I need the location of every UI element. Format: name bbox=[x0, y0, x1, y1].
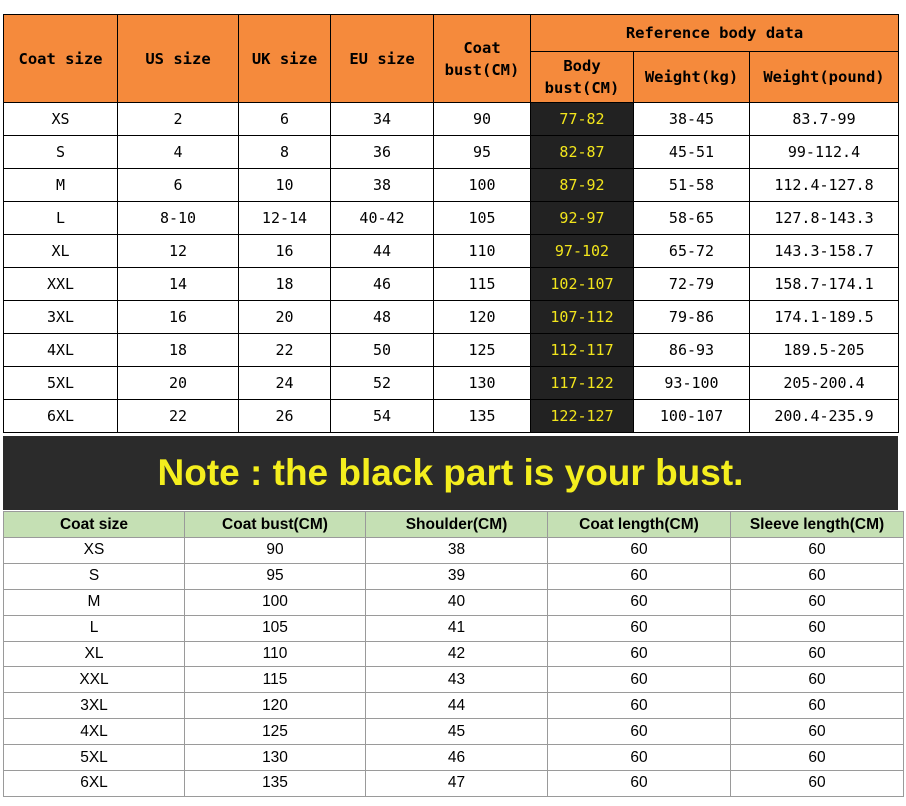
table-row bbox=[4, 667, 904, 693]
garment-measurement-table bbox=[3, 511, 904, 797]
coat-bust-cell: 95 bbox=[185, 563, 366, 589]
table-row bbox=[4, 693, 904, 719]
sleeve-length-cell: 60 bbox=[731, 745, 904, 771]
uk-size-cell: 24 bbox=[239, 367, 331, 400]
coat-bust-cell: 115 bbox=[185, 667, 366, 693]
weight-pound-cell: 205-200.4 bbox=[750, 367, 899, 400]
body-bust-cell: 112-117 bbox=[531, 334, 634, 367]
uk-size-cell: 18 bbox=[239, 268, 331, 301]
header-body-bust-line2: bust(CM) bbox=[544, 79, 620, 97]
weight-kg-cell: 72-79 bbox=[634, 268, 750, 301]
coat-length-cell: 60 bbox=[548, 667, 731, 693]
shoulder-cell: 44 bbox=[366, 693, 548, 719]
body-bust-cell: 77-82 bbox=[531, 103, 634, 136]
shoulder-cell: 39 bbox=[366, 563, 548, 589]
header-coat-bust: Coat bust(CM) bbox=[185, 512, 366, 538]
header-coat-length: Coat length(CM) bbox=[548, 512, 731, 538]
header-shoulder: Shoulder(CM) bbox=[366, 512, 548, 538]
coat-size-cell: 6XL bbox=[4, 771, 185, 797]
uk-size-cell: 16 bbox=[239, 235, 331, 268]
table-row bbox=[4, 589, 904, 615]
weight-kg-cell: 93-100 bbox=[634, 367, 750, 400]
eu-size-cell: 34 bbox=[331, 103, 434, 136]
coat-bust-cell: 105 bbox=[434, 202, 531, 235]
coat-bust-cell: 135 bbox=[185, 771, 366, 797]
shoulder-cell: 47 bbox=[366, 771, 548, 797]
coat-length-cell: 60 bbox=[548, 745, 731, 771]
coat-size-cell: L bbox=[4, 615, 185, 641]
coat-bust-cell: 100 bbox=[434, 169, 531, 202]
coat-length-cell: 60 bbox=[548, 771, 731, 797]
table-row bbox=[4, 268, 899, 301]
coat-length-cell: 60 bbox=[548, 719, 731, 745]
coat-size-cell: S bbox=[4, 563, 185, 589]
eu-size-cell: 44 bbox=[331, 235, 434, 268]
weight-kg-cell: 58-65 bbox=[634, 202, 750, 235]
table-row bbox=[4, 103, 899, 136]
garment-measurement-rows bbox=[4, 538, 904, 797]
uk-size-cell: 22 bbox=[239, 334, 331, 367]
table-row bbox=[4, 745, 904, 771]
eu-size-cell: 50 bbox=[331, 334, 434, 367]
shoulder-cell: 45 bbox=[366, 719, 548, 745]
coat-size-cell: 5XL bbox=[4, 367, 118, 400]
table-row bbox=[4, 719, 904, 745]
coat-size-cell: M bbox=[4, 589, 185, 615]
size-reference-table bbox=[3, 14, 899, 433]
us-size-cell: 4 bbox=[118, 136, 239, 169]
eu-size-cell: 46 bbox=[331, 268, 434, 301]
uk-size-cell: 10 bbox=[239, 169, 331, 202]
shoulder-cell: 42 bbox=[366, 641, 548, 667]
us-size-cell: 20 bbox=[118, 367, 239, 400]
us-size-cell: 14 bbox=[118, 268, 239, 301]
shoulder-cell: 40 bbox=[366, 589, 548, 615]
coat-size-cell: XL bbox=[4, 641, 185, 667]
coat-bust-cell: 125 bbox=[185, 719, 366, 745]
weight-pound-cell: 143.3-158.7 bbox=[750, 235, 899, 268]
coat-bust-cell: 90 bbox=[185, 538, 366, 564]
coat-length-cell: 60 bbox=[548, 641, 731, 667]
shoulder-cell: 43 bbox=[366, 667, 548, 693]
weight-pound-cell: 174.1-189.5 bbox=[750, 301, 899, 334]
header-coat-bust-line2: bust(CM) bbox=[444, 60, 520, 79]
coat-size-cell: L bbox=[4, 202, 118, 235]
coat-bust-cell: 95 bbox=[434, 136, 531, 169]
header-us-size: US size bbox=[118, 15, 239, 103]
coat-bust-cell: 130 bbox=[185, 745, 366, 771]
us-size-cell: 8-10 bbox=[118, 202, 239, 235]
weight-kg-cell: 79-86 bbox=[634, 301, 750, 334]
body-bust-cell: 117-122 bbox=[531, 367, 634, 400]
coat-bust-cell: 115 bbox=[434, 268, 531, 301]
eu-size-cell: 38 bbox=[331, 169, 434, 202]
weight-kg-cell: 65-72 bbox=[634, 235, 750, 268]
coat-size-cell: 3XL bbox=[4, 693, 185, 719]
coat-size-cell: 4XL bbox=[4, 334, 118, 367]
weight-pound-cell: 112.4-127.8 bbox=[750, 169, 899, 202]
shoulder-cell: 38 bbox=[366, 538, 548, 564]
us-size-cell: 16 bbox=[118, 301, 239, 334]
body-bust-cell: 97-102 bbox=[531, 235, 634, 268]
coat-bust-cell: 120 bbox=[185, 693, 366, 719]
table-row bbox=[4, 202, 899, 235]
sleeve-length-cell: 60 bbox=[731, 563, 904, 589]
note-banner bbox=[3, 436, 898, 510]
weight-kg-cell: 100-107 bbox=[634, 400, 750, 433]
table-row bbox=[4, 235, 899, 268]
weight-kg-cell: 38-45 bbox=[634, 103, 750, 136]
weight-kg-cell: 51-58 bbox=[634, 169, 750, 202]
shoulder-cell: 46 bbox=[366, 745, 548, 771]
coat-bust-cell: 135 bbox=[434, 400, 531, 433]
table-row bbox=[4, 771, 904, 797]
weight-pound-cell: 200.4-235.9 bbox=[750, 400, 899, 433]
weight-pound-cell: 158.7-174.1 bbox=[750, 268, 899, 301]
table-row bbox=[4, 641, 904, 667]
weight-pound-cell: 127.8-143.3 bbox=[750, 202, 899, 235]
sleeve-length-cell: 60 bbox=[731, 538, 904, 564]
sleeve-length-cell: 60 bbox=[731, 719, 904, 745]
header-sleeve-length: Sleeve length(CM) bbox=[731, 512, 904, 538]
eu-size-cell: 48 bbox=[331, 301, 434, 334]
header-coat-bust-line1: Coat bbox=[463, 38, 501, 57]
coat-bust-cell: 105 bbox=[185, 615, 366, 641]
weight-kg-cell: 45-51 bbox=[634, 136, 750, 169]
coat-length-cell: 60 bbox=[548, 563, 731, 589]
us-size-cell: 12 bbox=[118, 235, 239, 268]
weight-kg-cell: 86-93 bbox=[634, 334, 750, 367]
coat-size-cell: XXL bbox=[4, 667, 185, 693]
coat-bust-cell: 90 bbox=[434, 103, 531, 136]
table-row bbox=[4, 169, 899, 202]
coat-size-cell: XXL bbox=[4, 268, 118, 301]
weight-pound-cell: 83.7-99 bbox=[750, 103, 899, 136]
coat-length-cell: 60 bbox=[548, 693, 731, 719]
eu-size-cell: 52 bbox=[331, 367, 434, 400]
sleeve-length-cell: 60 bbox=[731, 589, 904, 615]
body-bust-cell: 82-87 bbox=[531, 136, 634, 169]
body-bust-cell: 102-107 bbox=[531, 268, 634, 301]
sleeve-length-cell: 60 bbox=[731, 641, 904, 667]
header-weight-kg: Weight(kg) bbox=[634, 52, 750, 103]
table-row bbox=[4, 136, 899, 169]
shoulder-cell: 41 bbox=[366, 615, 548, 641]
uk-size-cell: 8 bbox=[239, 136, 331, 169]
coat-size-cell: M bbox=[4, 169, 118, 202]
uk-size-cell: 6 bbox=[239, 103, 331, 136]
coat-length-cell: 60 bbox=[548, 615, 731, 641]
coat-bust-cell: 110 bbox=[434, 235, 531, 268]
uk-size-cell: 26 bbox=[239, 400, 331, 433]
eu-size-cell: 54 bbox=[331, 400, 434, 433]
coat-bust-cell: 125 bbox=[434, 334, 531, 367]
table-row bbox=[4, 615, 904, 641]
header-weight-pound: Weight(pound) bbox=[750, 52, 899, 103]
note-text: Note : the black part is your bust. bbox=[157, 452, 744, 493]
coat-bust-cell: 120 bbox=[434, 301, 531, 334]
table-row bbox=[4, 367, 899, 400]
table-row bbox=[4, 400, 899, 433]
body-bust-cell: 87-92 bbox=[531, 169, 634, 202]
coat-size-cell: XS bbox=[4, 538, 185, 564]
header-body-bust-line1: Body bbox=[563, 57, 601, 75]
header-coat-bust bbox=[434, 15, 531, 103]
coat-size-cell: XL bbox=[4, 235, 118, 268]
body-bust-cell: 107-112 bbox=[531, 301, 634, 334]
coat-length-cell: 60 bbox=[548, 538, 731, 564]
table-row bbox=[4, 538, 904, 564]
us-size-cell: 2 bbox=[118, 103, 239, 136]
eu-size-cell: 40-42 bbox=[331, 202, 434, 235]
eu-size-cell: 36 bbox=[331, 136, 434, 169]
header-uk-size: UK size bbox=[239, 15, 331, 103]
sleeve-length-cell: 60 bbox=[731, 667, 904, 693]
uk-size-cell: 20 bbox=[239, 301, 331, 334]
sleeve-length-cell: 60 bbox=[731, 615, 904, 641]
coat-size-cell: XS bbox=[4, 103, 118, 136]
us-size-cell: 22 bbox=[118, 400, 239, 433]
coat-size-cell: 6XL bbox=[4, 400, 118, 433]
header-eu-size: EU size bbox=[331, 15, 434, 103]
body-bust-cell: 122-127 bbox=[531, 400, 634, 433]
coat-bust-cell: 130 bbox=[434, 367, 531, 400]
coat-length-cell: 60 bbox=[548, 589, 731, 615]
coat-size-cell: 3XL bbox=[4, 301, 118, 334]
table-row bbox=[4, 301, 899, 334]
us-size-cell: 18 bbox=[118, 334, 239, 367]
size-reference-rows bbox=[4, 103, 899, 433]
us-size-cell: 6 bbox=[118, 169, 239, 202]
header-coat-size: Coat size bbox=[4, 512, 185, 538]
coat-bust-cell: 110 bbox=[185, 641, 366, 667]
coat-size-cell: 5XL bbox=[4, 745, 185, 771]
coat-size-cell: 4XL bbox=[4, 719, 185, 745]
garment-measurement-header-row bbox=[4, 512, 904, 538]
body-bust-cell: 92-97 bbox=[531, 202, 634, 235]
header-reference-body-data: Reference body data bbox=[531, 15, 899, 52]
coat-bust-cell: 100 bbox=[185, 589, 366, 615]
header-body-bust bbox=[531, 52, 634, 103]
uk-size-cell: 12-14 bbox=[239, 202, 331, 235]
coat-size-cell: S bbox=[4, 136, 118, 169]
table-row bbox=[4, 334, 899, 367]
weight-pound-cell: 99-112.4 bbox=[750, 136, 899, 169]
sleeve-length-cell: 60 bbox=[731, 771, 904, 797]
header-coat-size: Coat size bbox=[4, 15, 118, 103]
table-row bbox=[4, 563, 904, 589]
weight-pound-cell: 189.5-205 bbox=[750, 334, 899, 367]
sleeve-length-cell: 60 bbox=[731, 693, 904, 719]
